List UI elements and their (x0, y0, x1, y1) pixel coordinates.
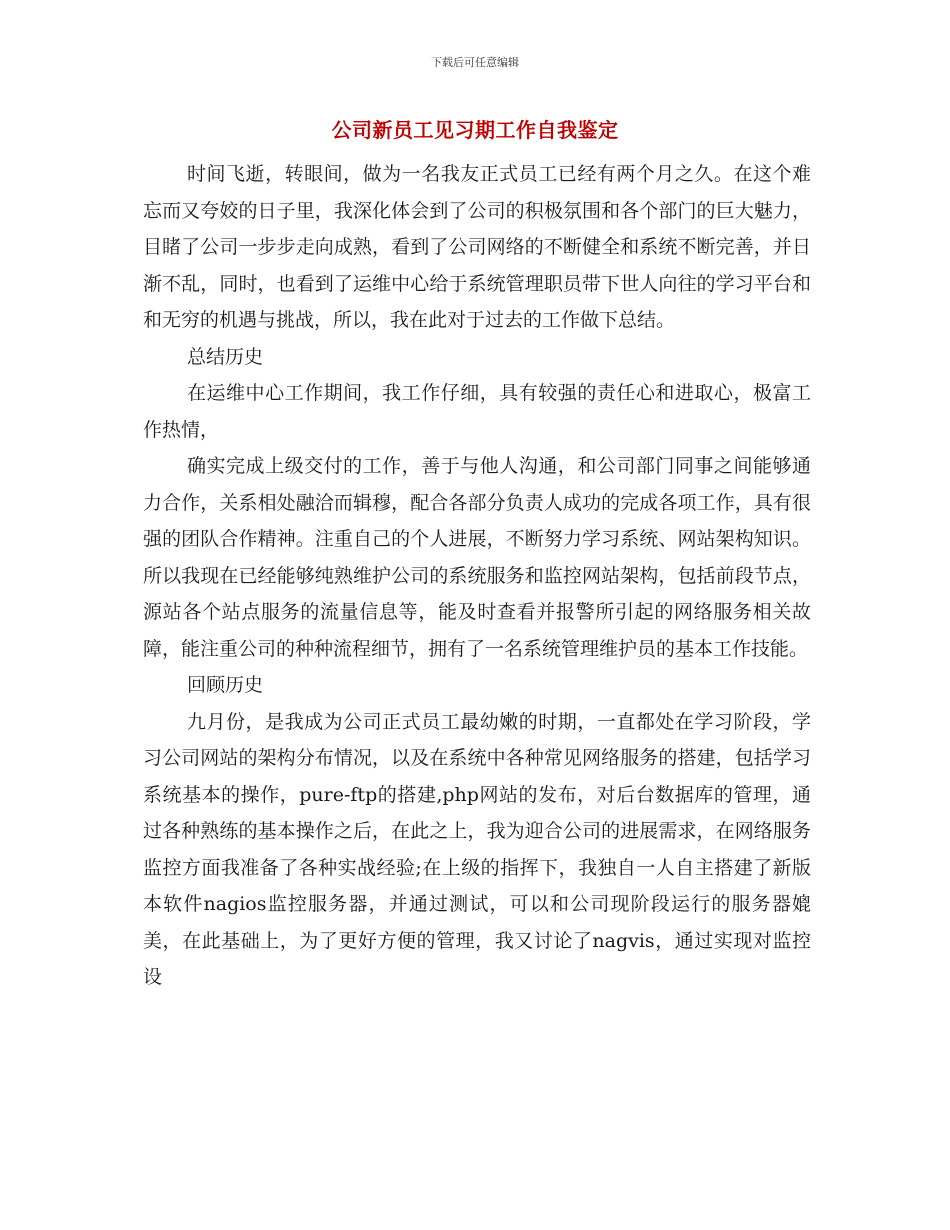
document-body (143, 156, 811, 996)
section-heading-review: 回顾历史 (187, 674, 264, 696)
paragraph-work-attitude: 在运维中心工作期间，我工作仔细，具有较强的责任心和进取心，极富工作热情， (143, 382, 811, 441)
paragraph-work-skills: 确实完成上级交付的工作，善于与他人沟通，和公司部门同事之间能够通力合作，关系相处融洽而辑穆，配合各部分负责人成功的完成各项工作，具有很强的团队合作精神。注重自己的个人进展，不断努力学习系统、网站架构知识。所以我现在已经能够纯熟维护公司的系统服务和监控网站架构，包括前段节点，源站各个站点服务的流量信息等，能及时查看并报警所引起的网络服务相关故障，能注重公司的种种流程细节，拥有了一名系统管理维护员的基本工作技能。 (143, 455, 811, 660)
paragraph-intro: 时间飞逝，转眼间，做为一名我友正式员工已经有两个月之久。在这个难忘而又夸姣的日子里，我深化体会到了公司的积极氛围和各个部门的巨大魅力，目睹了公司一步步走向成熟，看到了公司网络的不断健全和系统不断完善，并日渐不乱，同时，也看到了运维中心给于系统管理职员带下世人向往的学习平台和和无穷的机遇与挑战，所以，我在此对于过去的工作做下总结。 (143, 163, 811, 331)
header-note: 下载后可任意编辑 (431, 56, 519, 69)
section-heading-summary: 总结历史 (187, 345, 264, 368)
paragraph-september: 九月份，是我成为公司正式员工最幼嫩的时期，一直都处在学习阶段，学习公司网站的架构分布情况，以及在系统中各种常见网络服务的搭建，包括学习系统基本的操作，pure-ftp的搭建,php网站的发布，对后台数据库的管理，通过各种熟练的基本操作之后，在此之上，我为迎合公司的进展需求，在网络服务监控方面我准备了各种实战经验;在上级的指挥下，我独自一人自主搭建了新版本软件nagios监控服务器，并通过测试，可以和公司现阶段运行的服务器媲美，在此基础上，为了更好方便的管理，我又讨论了nagvis，通过实现对监控设 (143, 710, 811, 988)
page-title: 公司新员工见习期工作自我鉴定 (331, 118, 619, 142)
